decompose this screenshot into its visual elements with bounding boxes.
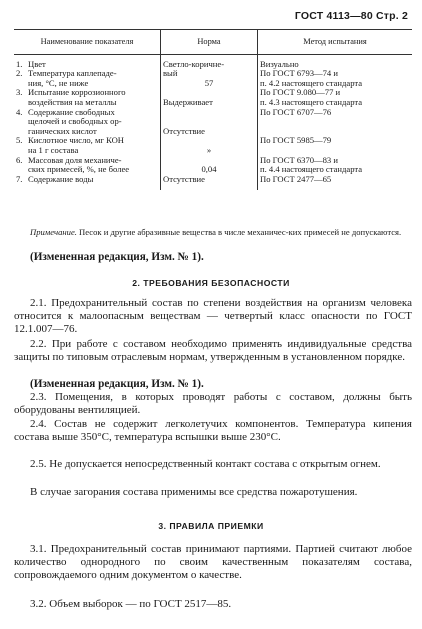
indicator-name: ских примесей, %, не более [28, 164, 130, 175]
indicator-name: Испытание коррозионного [28, 87, 126, 98]
table-row [14, 175, 412, 191]
section-heading-acceptance: 3. ПРАВИЛА ПРИЕМКИ [158, 521, 264, 531]
indicator-name: ния, °С, не ниже [28, 77, 89, 88]
paragraph-3-1: 3.1. Предохранительный состав принимают партиями. Партией считают любое количество однородного по своим качественным показателям состава, сопровождаемого одним документом о качестве. [14, 543, 412, 582]
amendment-note: (Измененная редакция, Изм. № 1). [30, 378, 204, 390]
test-method: По ГОСТ 6707—76 [258, 108, 413, 118]
column-header-norm: Норма [161, 30, 258, 55]
amendment-note: (Измененная редакция, Изм. № 1). [30, 251, 204, 263]
indicator-name: воздействия на металлы [28, 96, 117, 107]
row-number: 2. [16, 68, 23, 79]
norm-value: Светло-коричне- [161, 54, 258, 69]
norm-value: 0,04 [161, 165, 258, 175]
norm-value [161, 108, 258, 118]
test-method: п. 4.3 настоящего стандарта [258, 98, 413, 108]
row-number [16, 117, 28, 127]
paragraph-3-2: 3.2. Объем выборок — по ГОСТ 2517—85. [30, 598, 232, 610]
norm-value: » [161, 146, 258, 156]
table-row [14, 54, 412, 69]
indicator-name: на 1 г состава [28, 144, 79, 155]
test-method: По ГОСТ 6370—83 и [258, 156, 413, 166]
paragraph-2-4: 2.4. Состав не содержит легколетучих компонентов. Температура кипения состава выше 350°С, температура вспышки выше 230°С. [14, 418, 412, 444]
indicator-name: ганических кислот [28, 125, 97, 136]
paragraph-2-6: В случае загорания состава применимы все средства пожаротушения. [30, 486, 358, 498]
row-number: 6. [16, 154, 23, 165]
paragraph-2-5: 2.5. Не допускается непосредственный контакт состава с открытым огнем. [30, 458, 381, 470]
note-label: Примечание. [30, 227, 77, 237]
column-header-method: Метод испытания [258, 30, 413, 55]
indicator-name: щелочей и свободных ор- [28, 116, 122, 127]
test-method: п. 4.4 настоящего стандарта [258, 165, 413, 175]
row-number: 5. [16, 135, 23, 146]
test-method: п. 4.2 настоящего стандарта [258, 79, 413, 89]
test-method [258, 117, 413, 127]
test-method: По ГОСТ 2477—65 [258, 175, 413, 191]
specification-table [14, 29, 412, 190]
table-note [14, 227, 412, 237]
norm-value: 57 [161, 79, 258, 89]
indicator-name: Содержание свободных [28, 106, 115, 117]
paragraph-2-2: 2.2. При работе с составом необходимо применять индивидуальные средства защиты по типовым отраслевым нормам, утвержденным в установленном порядке. [14, 338, 412, 364]
norm-value: Отсутствие [161, 127, 258, 137]
row-number: 3. [16, 87, 23, 98]
indicator-name: Цвет [28, 58, 46, 69]
section-heading-safety: 2. ТРЕБОВАНИЯ БЕЗОПАСНОСТИ [132, 278, 290, 288]
paragraph-2-1: 2.1. Предохранительный состав по степени воздействия на организм человека относится к малоопасным веществам — четвертый класс опасности по ГОСТ 12.1.007—76. [14, 297, 412, 336]
test-method: По ГОСТ 9.080—77 и [258, 88, 413, 98]
test-method: По ГОСТ 6793—74 и [258, 69, 413, 79]
indicator-name: Массовая доля механиче- [28, 154, 122, 165]
row-number: 7. [16, 173, 23, 184]
indicator-name: Кислотное число, мг КОН [28, 135, 124, 146]
indicator-name: Содержание воды [28, 173, 94, 184]
row-number: 1. [16, 58, 23, 69]
test-method: Визуально [258, 54, 413, 69]
row-number: 4. [16, 106, 23, 117]
test-method: По ГОСТ 5985—79 [258, 136, 413, 146]
norm-value: Отсутствие [161, 175, 258, 191]
indicator-name: Температура каплепаде- [28, 68, 117, 79]
note-text: Песок и другие абразивные вещества в числе механичес-ких примесей не допускаются. [76, 227, 402, 237]
paragraph-2-3: 2.3. Помещения, в которых проводят работы с составом, должны быть оборудованы вентиляцией. [14, 391, 412, 417]
norm-value: Выдерживает [161, 98, 258, 108]
table-header-row [14, 30, 412, 55]
norm-value: вый [161, 69, 258, 79]
column-header-indicator: Наименование показателя [14, 30, 161, 55]
page-header: ГОСТ 4113—80 Стр. 2 [294, 10, 408, 22]
